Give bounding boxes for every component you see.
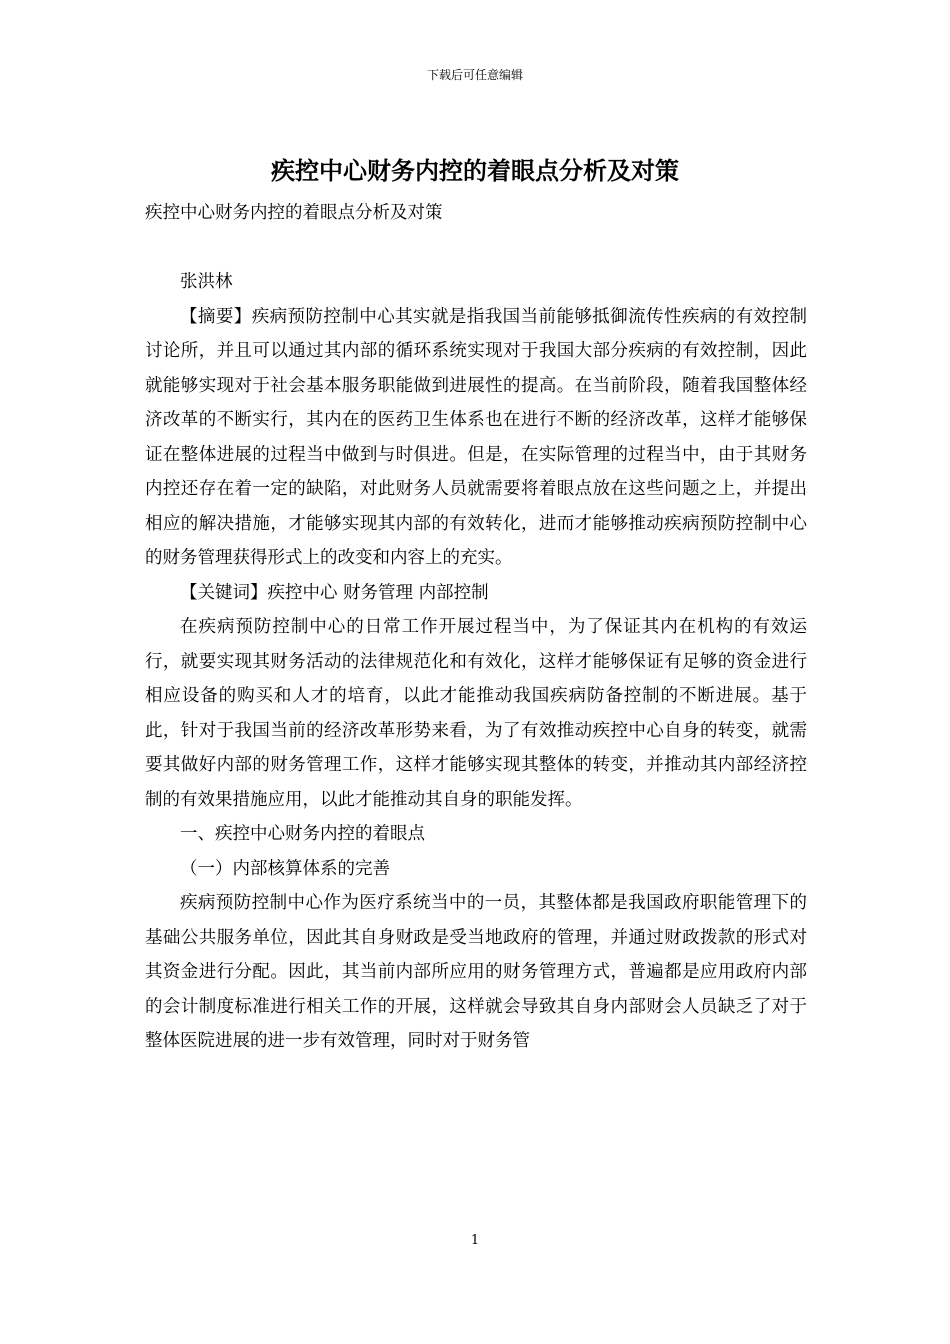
section-heading: 一、疾控中心财务内控的着眼点 bbox=[180, 824, 425, 844]
intro-paragraph: 在疾病预防控制中心的日常工作开展过程当中，为了保证其内在机构的有效运行，就要实现其财务活动的法律规范化和有效化，这样才能够保证有足够的资金进行相应设备的购买和人才的培育，以此才能推动我国疾病防备控制的不断进展。基于此，针对于我国当前的经济改革形势来看，为了有效推动疾控中心自身的转变，就需要其做好内部的财务管理工作，这样才能够实现其整体的转变，并推动其内部经济控制的有效果措施应用，以此才能推动其自身的职能发挥。 bbox=[145, 617, 807, 810]
subsection-paragraph: 疾病预防控制中心作为医疗系统当中的一员，其整体都是我国政府职能管理下的基础公共服务单位，因此其自身财政是受当地政府的管理，并通过财政拨款的形式对其资金进行分配。因此，其当前内部所应用的财务管理方式，普遍都是应用政府内部的会计制度标准进行相关工作的开展，这样就会导致其自身内部财会人员缺乏了对于整体医院进展的进一步有效管理，同时对于财务管 bbox=[145, 893, 807, 1051]
document-title: 疾控中心财务内控的着眼点分析及对策 bbox=[271, 156, 679, 185]
document-body bbox=[145, 196, 807, 1059]
keywords-line: 【关键词】疾控中心 财务管理 内部控制 bbox=[180, 582, 489, 603]
page-number: 1 bbox=[470, 1233, 480, 1248]
abstract-paragraph: 【摘要】疾病预防控制中心其实就是指我国当前能够抵御流传性疾病的有效控制讨论所，并且可以通过其内部的循环系统实现对于我国大部分疾病的有效控制，因此就能够实现对于社会基本服务职能做到进展性的提高。在当前阶段，随着我国整体经济改革的不断实行，其内在的医药卫生体系也在进行不断的经济改革，这样才能够保证在整体进展的过程当中做到与时俱进。但是，在实际管理的过程当中，由于其财务内控还存在着一定的缺陷，对此财务人员就需要将着眼点放在这些问题之上，并提出相应的解决措施，才能够实现其内部的有效转化，进而才能够推动疾病预防控制中心的财务管理获得形式上的改变和内容上的充实。 bbox=[145, 306, 807, 568]
document-subtitle: 疾控中心财务内控的着眼点分析及对策 bbox=[145, 203, 443, 223]
subsection-heading: （一）内部核算体系的完善 bbox=[180, 858, 390, 879]
author-name: 张洪林 bbox=[180, 272, 233, 292]
blank-line bbox=[145, 231, 807, 266]
header-note: 下载后可任意编辑 bbox=[426, 68, 523, 82]
